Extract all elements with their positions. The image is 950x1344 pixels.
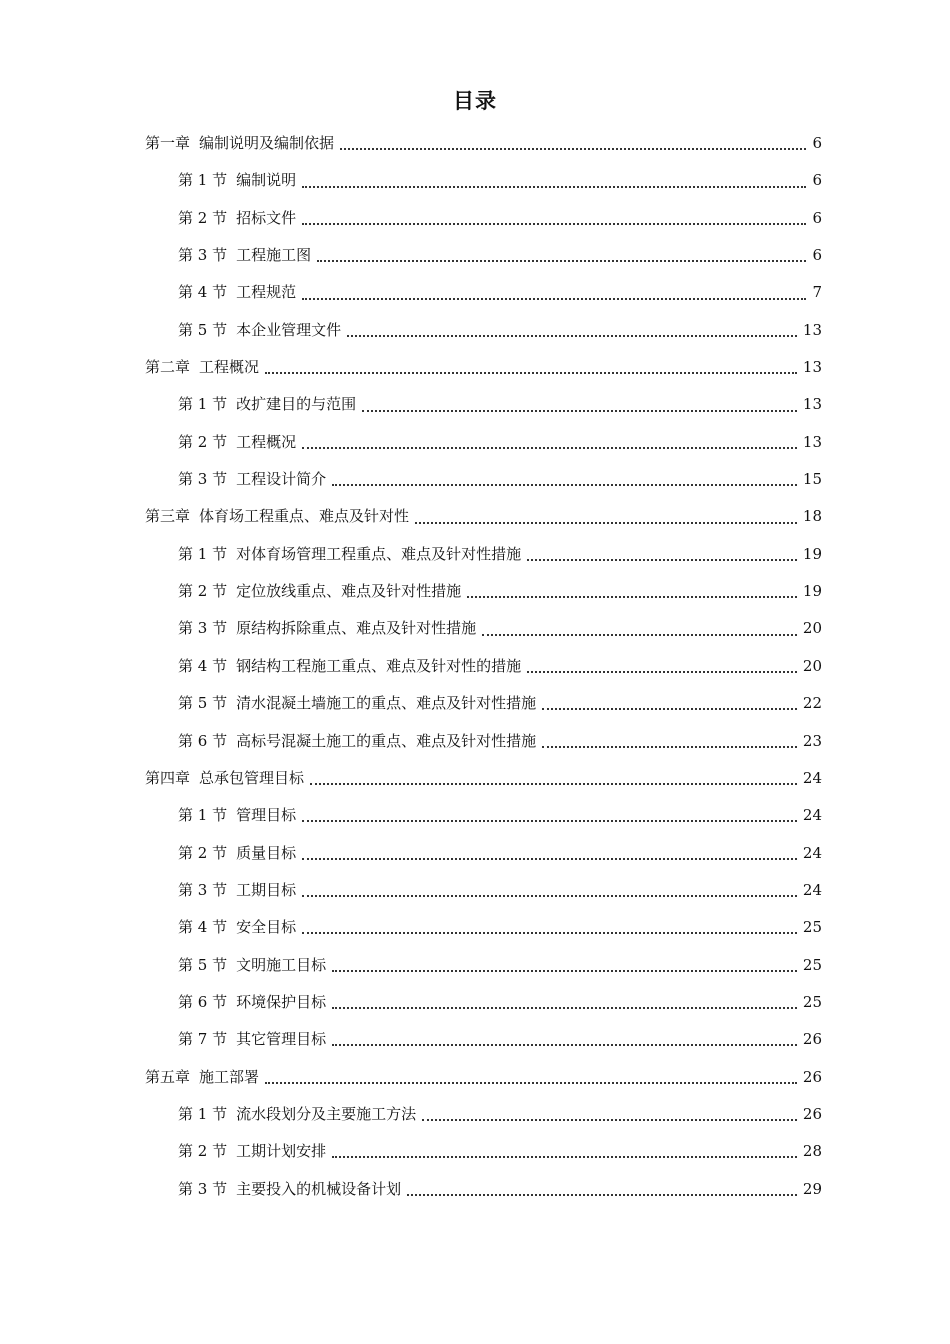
- toc-entry-page-number: 29: [802, 1179, 822, 1198]
- dot-leader: [302, 446, 797, 449]
- toc-section-entry[interactable]: [145, 312, 822, 349]
- toc-entry-page-number: 6: [812, 134, 822, 152]
- toc-entry-number: 第 1 节: [178, 171, 228, 190]
- dot-leader: [332, 1006, 797, 1009]
- toc-section-entry[interactable]: [145, 685, 822, 722]
- toc-entry-number: 第 1 节: [178, 806, 228, 825]
- toc-entry-number: 第 4 节: [178, 918, 228, 937]
- toc-entry-title: 工程概况: [236, 432, 297, 451]
- toc-entry-page-number: 19: [802, 582, 822, 601]
- toc-entry-number: 第 3 节: [178, 1179, 228, 1198]
- toc-entry-number: 第 6 节: [178, 731, 228, 750]
- toc-entry-title: 体育场工程重点、难点及针对性: [199, 507, 410, 526]
- dot-leader: [527, 558, 797, 561]
- toc-section-entry[interactable]: [145, 237, 822, 274]
- toc-entry-page-number: 13: [802, 320, 822, 339]
- toc-entry-title: 招标文件: [236, 208, 297, 227]
- toc-entry-page-number: 24: [802, 843, 822, 862]
- toc-title: 目录: [453, 89, 497, 113]
- dot-leader: [482, 633, 797, 636]
- toc-entry-page-number: 24: [802, 880, 822, 899]
- toc-section-entry[interactable]: [145, 909, 822, 946]
- toc-entry-number: 第 5 节: [178, 320, 228, 339]
- toc-section-entry[interactable]: [145, 274, 822, 311]
- toc-entry-title: 钢结构工程施工重点、难点及针对性的措施: [236, 656, 522, 675]
- toc-entry-title: 文明施工目标: [236, 955, 327, 974]
- toc-section-entry[interactable]: [145, 1096, 822, 1133]
- toc-section-entry[interactable]: [145, 797, 822, 834]
- toc-entry-title: 工程施工图: [236, 246, 312, 265]
- dot-leader: [302, 819, 797, 822]
- dot-leader: [527, 670, 797, 673]
- toc-section-entry[interactable]: [145, 648, 822, 685]
- dot-leader: [332, 1043, 797, 1046]
- toc-section-entry[interactable]: [145, 200, 822, 237]
- toc-entry-title: 编制说明及编制依据: [199, 134, 335, 152]
- toc-entry-title: 工程概况: [199, 358, 260, 377]
- toc-entry-title: 改扩建目的与范围: [236, 395, 357, 414]
- toc-entry-page-number: 26: [802, 1030, 822, 1049]
- dot-leader: [302, 297, 806, 300]
- toc-entry-number: 第 3 节: [178, 470, 228, 489]
- toc-entry-number: 第二章: [145, 358, 191, 377]
- toc-section-entry[interactable]: [145, 1021, 822, 1058]
- toc-entry-page-number: 28: [802, 1142, 822, 1161]
- toc-entry-number: 第四章: [145, 768, 191, 787]
- toc-chapter-entry[interactable]: [145, 498, 822, 535]
- dot-leader: [265, 371, 797, 374]
- toc-entry-page-number: 24: [802, 768, 822, 787]
- toc-entry-number: 第 7 节: [178, 1030, 228, 1049]
- dot-leader: [422, 1118, 797, 1121]
- dot-leader: [302, 931, 797, 934]
- toc-entry-page-number: 6: [812, 171, 822, 190]
- toc-entry-page-number: 7: [812, 283, 822, 302]
- toc-chapter-entry[interactable]: [145, 349, 822, 386]
- toc-entry-title: 施工部署: [199, 1067, 260, 1086]
- toc-entry-number: 第 3 节: [178, 619, 228, 638]
- toc-entry-page-number: 13: [802, 432, 822, 451]
- toc-section-entry[interactable]: [145, 424, 822, 461]
- toc-entry-page-number: 18: [802, 507, 822, 526]
- toc-entry-title: 清水混凝土墙施工的重点、难点及针对性措施: [236, 694, 537, 713]
- dot-leader: [302, 894, 797, 897]
- toc-entry-page-number: 25: [802, 992, 822, 1011]
- toc-entry-page-number: 20: [802, 656, 822, 675]
- dot-leader: [340, 147, 806, 150]
- toc-entry-page-number: 20: [802, 619, 822, 638]
- toc-section-entry[interactable]: [145, 947, 822, 984]
- toc-entry-number: 第 1 节: [178, 1104, 228, 1123]
- dot-leader: [317, 259, 806, 262]
- toc-entry-number: 第 3 节: [178, 246, 228, 265]
- toc-entry-title: 其它管理目标: [236, 1030, 327, 1049]
- toc-section-entry[interactable]: [145, 984, 822, 1021]
- toc-section-entry[interactable]: [145, 723, 822, 760]
- toc-section-entry[interactable]: [145, 461, 822, 498]
- toc-entry-number: 第三章: [145, 507, 191, 526]
- toc-entry-number: 第 1 节: [178, 395, 228, 414]
- toc-entry-page-number: 24: [802, 806, 822, 825]
- toc-entry-title: 总承包管理目标: [199, 768, 305, 787]
- toc-section-entry[interactable]: [145, 536, 822, 573]
- toc-section-entry[interactable]: [145, 1171, 822, 1208]
- dot-leader: [347, 334, 797, 337]
- toc-chapter-entry[interactable]: [145, 760, 822, 797]
- toc-section-entry[interactable]: [145, 872, 822, 909]
- toc-entry-page-number: 22: [802, 694, 822, 713]
- toc-entry-page-number: 26: [802, 1104, 822, 1123]
- toc-entry-title: 主要投入的机械设备计划: [236, 1179, 402, 1198]
- toc-entry-page-number: 25: [802, 918, 822, 937]
- toc-entry-title: 编制说明: [236, 171, 297, 190]
- toc-entry-title: 工程规范: [236, 283, 297, 302]
- toc-entry-page-number: 26: [802, 1067, 822, 1086]
- toc-section-entry[interactable]: [145, 1133, 822, 1170]
- toc-entry-number: 第 2 节: [178, 208, 228, 227]
- toc-entry-number: 第 2 节: [178, 582, 228, 601]
- toc-entry-title: 工期计划安排: [236, 1142, 327, 1161]
- toc-entry-number: 第 2 节: [178, 432, 228, 451]
- toc-entry-title: 本企业管理文件: [236, 320, 342, 339]
- dot-leader: [310, 782, 797, 785]
- toc-entry-title: 管理目标: [236, 806, 297, 825]
- dot-leader: [332, 969, 797, 972]
- toc-entry-title: 高标号混凝土施工的重点、难点及针对性措施: [236, 731, 537, 750]
- toc-section-entry[interactable]: [145, 386, 822, 423]
- toc-section-entry[interactable]: [145, 835, 822, 872]
- dot-leader: [542, 707, 797, 710]
- toc-entry-number: 第一章: [145, 134, 191, 152]
- toc-chapter-entry[interactable]: [145, 125, 822, 162]
- toc-entry-page-number: 25: [802, 955, 822, 974]
- toc-list: [145, 125, 822, 1208]
- toc-entry-number: 第 5 节: [178, 694, 228, 713]
- dot-leader: [265, 1081, 797, 1084]
- dot-leader: [332, 1155, 797, 1158]
- toc-entry-title: 定位放线重点、难点及针对性措施: [236, 582, 462, 601]
- dot-leader: [415, 521, 797, 524]
- toc-entry-title: 工期目标: [236, 880, 297, 899]
- toc-entry-number: 第 6 节: [178, 992, 228, 1011]
- toc-entry-title: 对体育场管理工程重点、难点及针对性措施: [236, 544, 522, 563]
- toc-entry-page-number: 6: [812, 246, 822, 265]
- dot-leader: [407, 1193, 797, 1196]
- toc-entry-number: 第 1 节: [178, 544, 228, 563]
- toc-section-entry[interactable]: [145, 610, 822, 647]
- toc-entry-title: 安全目标: [236, 918, 297, 937]
- dot-leader: [467, 595, 797, 598]
- dot-leader: [362, 409, 797, 412]
- dot-leader: [302, 222, 806, 225]
- toc-entry-page-number: 15: [802, 470, 822, 489]
- toc-entry-number: 第 2 节: [178, 1142, 228, 1161]
- toc-entry-page-number: 23: [802, 731, 822, 750]
- toc-entry-number: 第五章: [145, 1067, 191, 1086]
- toc-entry-number: 第 4 节: [178, 656, 228, 675]
- toc-section-entry[interactable]: [145, 573, 822, 610]
- toc-chapter-entry[interactable]: [145, 1059, 822, 1096]
- toc-entry-page-number: 19: [802, 544, 822, 563]
- toc-entry-title: 原结构拆除重点、难点及针对性措施: [236, 619, 477, 638]
- dot-leader: [542, 745, 797, 748]
- toc-entry-number: 第 3 节: [178, 880, 228, 899]
- toc-entry-title: 流水段划分及主要施工方法: [236, 1104, 417, 1123]
- dot-leader: [302, 857, 797, 860]
- toc-entry-page-number: 6: [812, 208, 822, 227]
- toc-entry-page-number: 13: [802, 395, 822, 414]
- dot-leader: [332, 483, 797, 486]
- toc-entry-title: 环境保护目标: [236, 992, 327, 1011]
- dot-leader: [302, 185, 806, 188]
- toc-entry-number: 第 4 节: [178, 283, 228, 302]
- toc-section-entry[interactable]: [145, 162, 822, 199]
- toc-entry-page-number: 13: [802, 358, 822, 377]
- toc-entry-number: 第 5 节: [178, 955, 228, 974]
- toc-entry-title: 工程设计简介: [236, 470, 327, 489]
- toc-entry-title: 质量目标: [236, 843, 297, 862]
- toc-entry-number: 第 2 节: [178, 843, 228, 862]
